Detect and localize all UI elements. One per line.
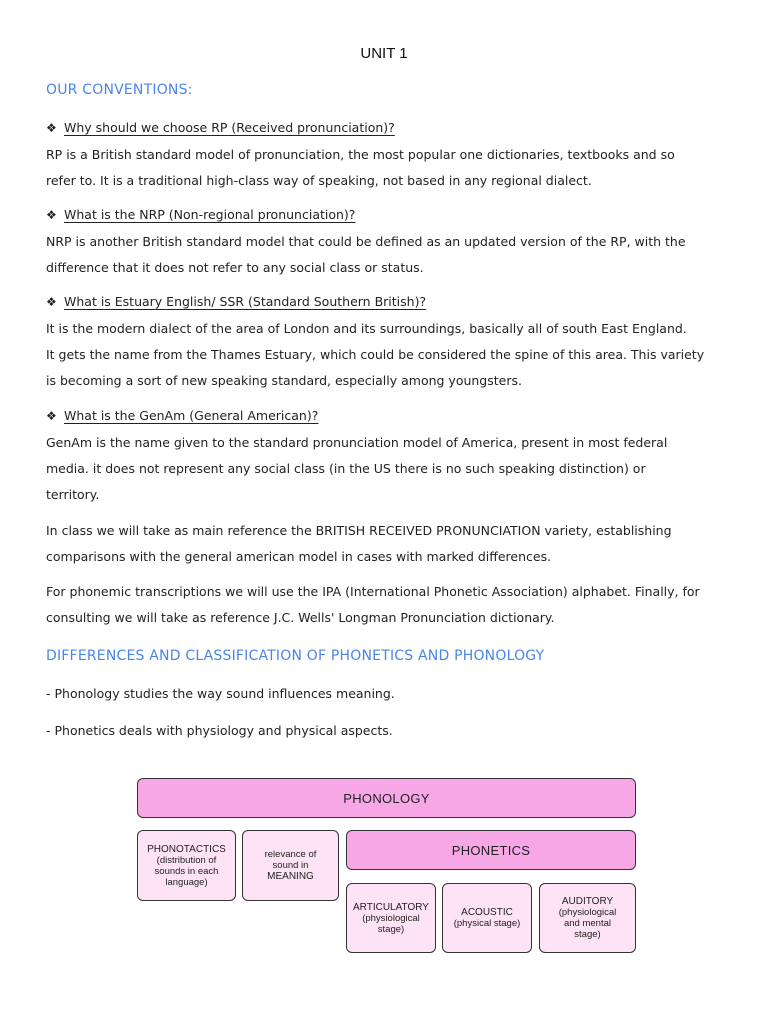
acoustic-label: ACOUSTIC (461, 907, 513, 918)
relevance-emph: MEANING (267, 871, 314, 882)
answer-line: It gets the name from the Thames Estuary, which could be considered the spine of this area. This variety (46, 347, 705, 362)
question-rp (46, 120, 395, 135)
question-text: Why should we choose RP (Received pronunciation)? (64, 120, 395, 135)
diamond-bullet-icon: ❖ (46, 208, 57, 222)
answer-line: NRP is another British standard model that could be defined as an updated version of the RP, with the (46, 234, 686, 249)
acoustic-desc-line: (physical stage) (453, 918, 521, 929)
answer-line: territory. (46, 487, 100, 502)
paragraph-line: In class we will take as main reference the BRITISH RECEIVED PRONUNCIATION variety, establishing (46, 523, 672, 538)
auditory-box (539, 883, 636, 953)
articulatory-label: ARTICULATORY (353, 901, 429, 913)
phonetics-definition: - Phonetics deals with physiology and physical aspects. (46, 723, 393, 738)
articulatory-box (346, 883, 436, 953)
diamond-bullet-icon: ❖ (46, 409, 57, 423)
paragraph-line: comparisons with the general american model in cases with marked differences. (46, 549, 552, 564)
reference-paragraph (46, 518, 726, 570)
answer-line: media. it does not represent any social class (in the US there is no such speaking distinction) or (46, 461, 646, 476)
answer-line: GenAm is the name given to the standard pronunciation model of America, present in most federal (46, 435, 668, 450)
diamond-bullet-icon: ❖ (46, 121, 57, 135)
relevance-line: relevance of (264, 849, 317, 860)
phonotactics-label: PHONOTACTICS (147, 843, 226, 855)
answer-line: RP is a British standard model of pronunciation, the most popular one dictionaries, textbooks and so (46, 147, 675, 162)
auditory-desc-line: (physiological (558, 907, 617, 918)
phonology-definition: - Phonology studies the way sound influences meaning. (46, 686, 395, 701)
question-nrp (46, 207, 355, 222)
phonotactics-desc-line: (distribution of (156, 854, 217, 866)
phonology-box (137, 778, 636, 818)
relevance-box (242, 830, 339, 901)
answer-estuary (46, 316, 726, 394)
question-estuary (46, 294, 426, 309)
question-text: What is the NRP (Non-regional pronunciation)? (64, 207, 356, 222)
answer-line: It is the modern dialect of the area of London and its surroundings, basically all of south East England. (46, 321, 687, 336)
phonotactics-desc-line: language) (165, 876, 208, 888)
section-heading-differences: DIFFERENCES AND CLASSIFICATION OF PHONETICS AND PHONOLOGY (46, 648, 545, 664)
answer-line: refer to. It is a traditional high-class way of speaking, not based in any regional dialect. (46, 173, 592, 188)
auditory-label: AUDITORY (561, 896, 614, 907)
question-text: What is Estuary English/ SSR (Standard Southern British)? (64, 294, 427, 309)
phonetics-box (346, 830, 636, 870)
question-text: What is the GenAm (General American)? (64, 408, 319, 423)
answer-rp (46, 142, 726, 194)
paragraph-line: For phonemic transcriptions we will use the IPA (International Phonetic Association) alphabet. Finally, for (46, 584, 700, 599)
section-heading-conventions: OUR CONVENTIONS: (46, 82, 193, 98)
articulatory-desc-line: (physiological (362, 912, 420, 924)
phonotactics-box (137, 830, 236, 901)
phonotactics-desc-line: sounds in each (154, 865, 219, 877)
answer-genam (46, 430, 726, 508)
answer-nrp (46, 229, 726, 281)
page-title: UNIT 1 (360, 45, 408, 62)
auditory-desc-line: stage) (574, 929, 601, 940)
paragraph-line: consulting we will take as reference J.C. Wells' Longman Pronunciation dictionary. (46, 610, 555, 625)
acoustic-box (442, 883, 532, 953)
answer-line: difference that it does not refer to any social class or status. (46, 260, 424, 275)
answer-line: is becoming a sort of new speaking standard, especially among youngsters. (46, 373, 522, 388)
ipa-paragraph (46, 579, 726, 631)
phonetics-label: PHONETICS (451, 842, 531, 858)
question-genam (46, 408, 318, 423)
relevance-line: sound in (272, 860, 309, 871)
auditory-desc-line: and mental (563, 918, 611, 929)
phonology-label: PHONOLOGY (343, 790, 430, 806)
diamond-bullet-icon: ❖ (46, 295, 57, 309)
articulatory-desc-line: stage) (377, 923, 405, 935)
